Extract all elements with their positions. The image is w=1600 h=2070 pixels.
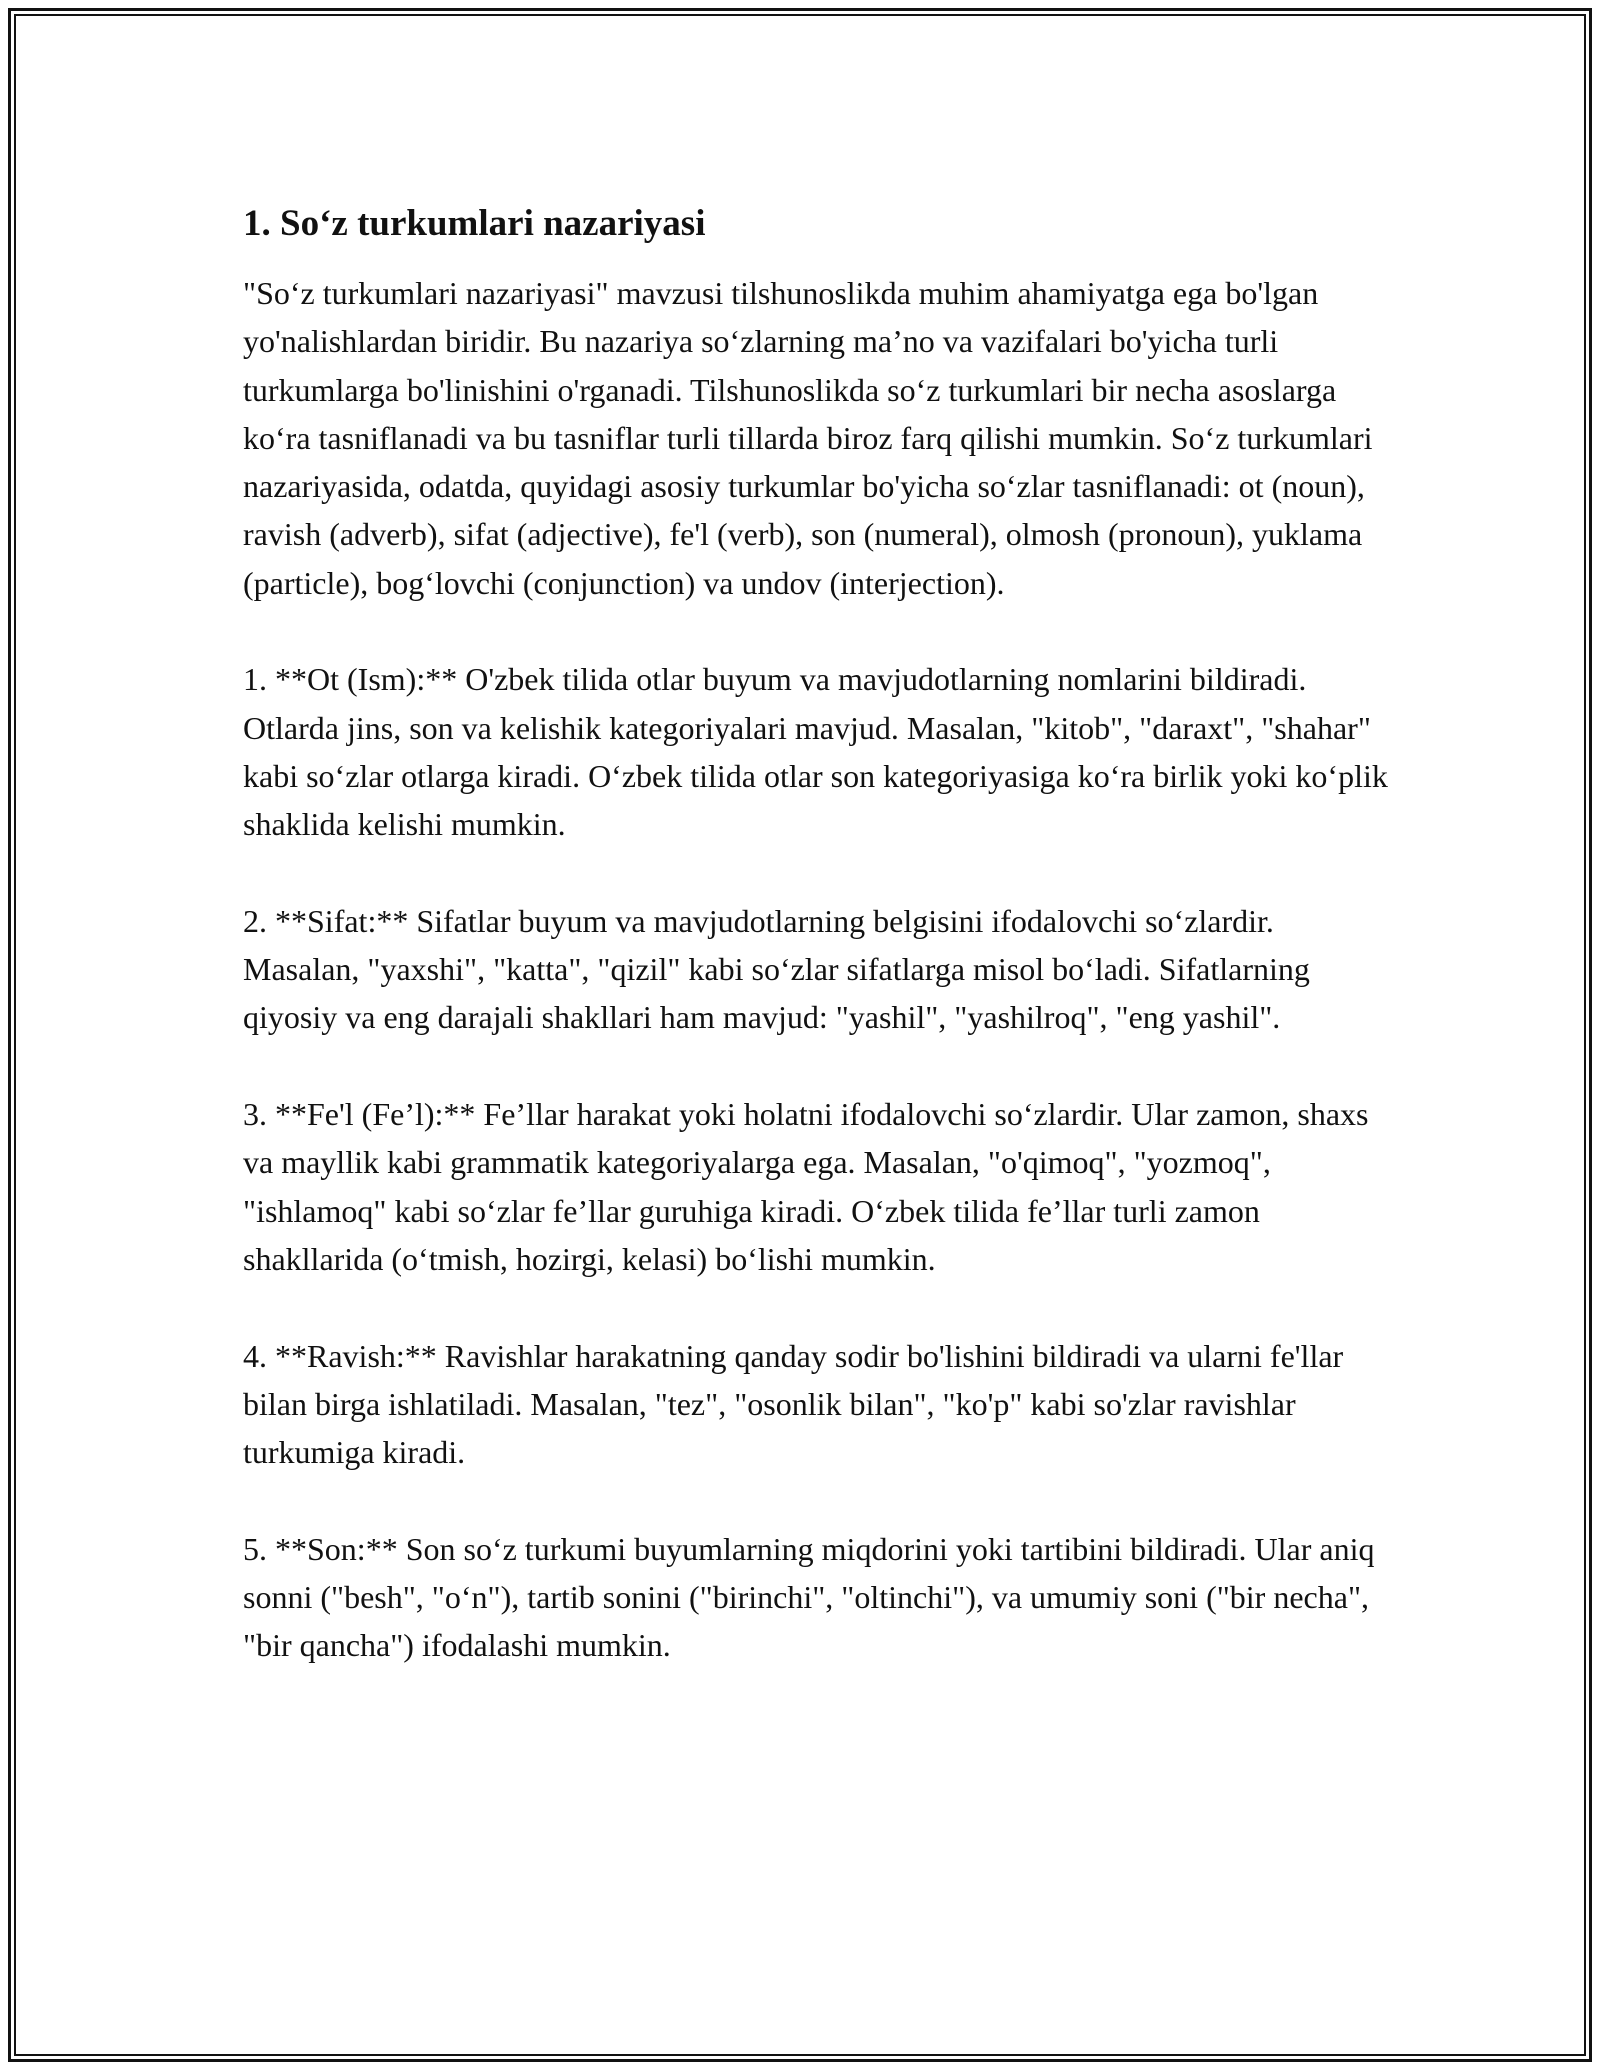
document-body bbox=[243, 201, 1393, 1670]
paragraph-ravish: 4. **Ravish:** Ravishlar harakatning qanday sodir bo'lishini bildiradi va ularni fe'llar bilan birga ishlatiladi. Masalan, "tez", "osonlik bilan", "ko'p" kabi so'zlar ravishlar turkumiga kiradi. bbox=[243, 1337, 1344, 1471]
paragraph-son: 5. **Son:** Son so‘z turkumi buyumlarning miqdorini yoki tartibini bildiradi. Ular aniq sonni ("besh", "o‘n"), tartib sonini ("birinchi", "oltinchi"), va umumiy soni ("bir necha", "bir qancha") ifodalashi mumkin. bbox=[243, 1530, 1375, 1664]
paragraph-fel: 3. **Fe'l (Fe’l):** Fe’llar harakat yoki holatni ifodalovchi so‘zlardir. Ular zamon, shaxs va mayllik kabi grammatik kategoriyalarga ega. Masalan, "o'qimoq", "yozmoq", "ishlamoq" kabi so‘zlar fe’llar guruhiga kiradi. O‘zbek tilida fe’llar turli zamon shakllarida (o‘tmish, hozirgi, kelasi) bo‘lishi mumkin. bbox=[243, 1096, 1369, 1277]
page-border-outer bbox=[8, 8, 1592, 2062]
paragraph-ot: 1. **Ot (Ism):** O'zbek tilida otlar buyum va mavjudotlarning nomlarini bildiradi. Otlarda jins, son va kelishik kategoriyalari mavjud. Masalan, "kitob", "daraxt", "shahar" kabi so‘zlar otlarga kiradi. O‘zbek tilida otlar son kategoriyasiga ko‘ra birlik yoki ko‘plik shaklida kelishi mumkin. bbox=[243, 661, 1388, 843]
intro-paragraph: "So‘z turkumlari nazariyasi" mavzusi tilshunoslikda muhim ahamiyatga ega bo'lgan yo'nalishlardan biridir. Bu nazariya so‘zlarning ma’no va vazifalari bo'yicha turli turkumlarga bo'linishini o'rganadi. Tilshunoslikda so‘z turkumlari bir necha asoslarga ko‘ra tasniflanadi va bu tasniflar turli tillarda biroz farq qilishi mumkin. So‘z turkumlari nazariyasida, odatda, quyidagi asosiy turkumlar bo'yicha so‘zlar tasniflanadi: ot (noun), ravish (adverb), sifat (adjective), fe'l (verb), son (numeral), olmosh (pronoun), yuklama (particle), bog‘lovchi (conjunction) va undov (interjection). bbox=[243, 275, 1373, 601]
paragraph-sifat: 2. **Sifat:** Sifatlar buyum va mavjudotlarning belgisini ifodalovchi so‘zlardir. Masalan, "yaxshi", "katta", "qizil" kabi so‘zlar sifatlarga misol bo‘ladi. Sifatlarning qiyosiy va eng darajali shakllari ham mavjud: "yashil", "yashilroq", "eng yashil". bbox=[243, 902, 1310, 1036]
document-title: 1. So‘z turkumlari nazariyasi bbox=[243, 203, 706, 244]
page-border-inner bbox=[14, 14, 1586, 2056]
